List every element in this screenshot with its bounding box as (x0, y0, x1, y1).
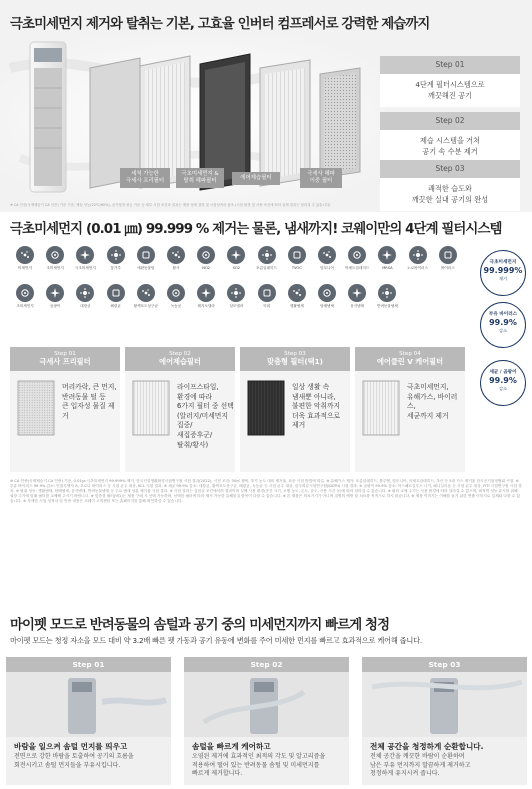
step-text: 일상 생활 속 냄새뿐 아니라, 불편한 악취까지 더욱 효과적으로 제거 (292, 383, 341, 430)
pollutant-glyph-icon (378, 246, 396, 264)
prefilter-image (16, 379, 56, 437)
step-text: 머리카락, 큰 먼지, 반려동물 털 등 큰 입자성 물질 제거 (62, 383, 117, 420)
pet-mode-step-2 (184, 657, 349, 785)
pollutant-glyph-icon (137, 246, 155, 264)
step-name: 맞춤형 필터(택1) (267, 357, 323, 366)
pollutant-icon (429, 246, 467, 270)
pollutant-label: 꽃가루 (110, 266, 121, 270)
pollutant-label: 노로바이러스 (407, 266, 429, 270)
step-desc: 전체 공간을 깨끗한 바람이 순환하며 남은 부유 먼지까지 말끔하게 제거하고 청정하게 유지시켜 줍니다. (370, 753, 471, 778)
step-text: 제습 시스템을 거쳐 공기 속 수분 제거 (419, 136, 481, 156)
pollutant-glyph-icon (167, 284, 185, 302)
pet-mode-image-2 (184, 672, 349, 737)
pollutant-label: 황사 (172, 266, 180, 270)
pollutant-glyph-icon (348, 284, 366, 302)
purifier-device (30, 42, 66, 192)
step-header: Step 01 (380, 56, 520, 74)
pollutant-glyph-icon (348, 246, 366, 264)
pollutant-label: 아세트알데히드 (345, 266, 370, 270)
pollutant-label: 레지오넬라 (197, 304, 215, 308)
step-header: Step 02 (380, 112, 520, 130)
step-heading: 바람을 일으켜 솜털 먼지를 띄우고 (14, 742, 128, 751)
badge-sub: 제거 (498, 275, 508, 281)
section2-footnote: ※ CA 인증(국제제습기 CA 인증) 기준, 0.01㎛ 극초미세먼지 99.999% 제거, 한국건설생활환경시험연구원 시험 결과(2022), 시험 조건: 30㎡ 챔버, 초기 농도 대비 제거율, 표준 시험 방법에 따름. ※ 유해가스 제거: 포름알데히드, 톨루엔, 암모니아, 아세트알데히드, 초산 등 5대 가스 제거율 한국공기청정협회 시험. ※ 부유 바이러스 99.9% 감소: 인플루엔자 A, 코로나 바이러스 등 시험 균주 대상, KCL 시험 결과. ※ 세균 99.9% 감소: 대장균, 황색포도상구균, 폐렴균, 녹농균 등 시험 균주 대상, 한국의류시험연구원(KATRI) 시험 결과. ※ 곰팡이 99.9% 감소: 아스페르길루스 니거, 페니실리움 등 시험 균주 대상, FITI 시험연구원 시험 결과. ※ 탈취 성능: 생활냄새, 담배냄새, 음식냄새, 반려동물냄새 등 주요 냄새 성분 제거율 시험 결과. ※ 시험 결과는 실험실 조건에서의 결과이며 실제 사용 환경(공간 크기, 오염 농도, 온도, 습도, 사용 시간 등)에 따라 달라질 수 있습니다. ※ 필터 교체 주기는 사용 환경에 따라 달라질 수 있으며, 최적의 성능 유지를 위해 권장 주기에 맞춰 필터를 교체해 주시기 바랍니다. ※ 맞춤형 필터(택1)는 제품 구매 시 선택 가능하며, 선택한 필터에 따라 제거 가능한 유해물질 항목이 다를 수 있습니다. ※ 본 제품은 의료기기가 아니며 질병의 예방 및 치료를 목적으로 하지 않습니다. ※ 제품 이미지는 이해를 돕기 위한 연출 이미지로 실제와 다를 수 있습니다. ※ 자세한 시험 성적서 및 인증 내용은 코웨이 고객센터 또는 홈페이지를 통해 확인하실 수 있습니다. (10, 479, 522, 504)
pollutant-glyph-icon (288, 284, 306, 302)
step-name: 에어클린 V 케어필터 (376, 357, 444, 366)
pollutant-glyph-icon (197, 246, 215, 264)
pollutant-glyph-icon (167, 246, 185, 264)
pollutant-glyph-icon (16, 246, 34, 264)
pollutant-glyph-icon (227, 246, 245, 264)
step-text: 극초미세먼지, 유해가스, 바이러스, 세균까지 제거 (407, 383, 458, 420)
pollutant-label: 살모넬라 (229, 304, 244, 308)
pollutant-label: MRSA (382, 266, 393, 270)
badge-label: 세균 / 곰팡이 (489, 370, 517, 375)
pollutant-label: 극초미세먼지 (74, 266, 96, 270)
step-heading: 솜털을 빠르게 케어하고 (192, 742, 271, 751)
pet-mode-step-3 (362, 657, 527, 785)
pollutant-label: 음식냄새 (350, 304, 365, 308)
step-number: Step 01 (54, 351, 76, 357)
filter-label-1: 세척 가능한 극세사 프리필터 (120, 168, 170, 188)
section3-subtitle: 마이펫 모드는 청정 자소을 모드 대비 약 3.2배 빠른 펫 가동과 공기 유동에 변화를 주어 미세한 먼지를 빠르고 효과적으로 케어해 줍니다. (10, 636, 423, 645)
pollutant-label: 암모니아 (320, 266, 334, 270)
step-header (240, 347, 350, 371)
pollutant-label: 포름알데히드 (256, 266, 278, 270)
filter-step-1 (10, 347, 120, 472)
step-header: Step 02 (184, 657, 349, 672)
pollutant-glyph-icon (76, 284, 94, 302)
pollutant-label: 곰팡이 (49, 304, 61, 308)
pollutant-glyph-icon (137, 284, 155, 302)
badge-ultrafine-dust (480, 250, 526, 296)
pet-mode-image-3 (362, 672, 527, 737)
step-header (125, 347, 235, 371)
badge-sub: 감소 (498, 385, 508, 391)
badge-value: 99.9% (489, 317, 517, 327)
pollutant-glyph-icon (46, 284, 64, 302)
step-header: Step 03 (380, 160, 520, 178)
badge-label: 부유 바이러스 (488, 312, 518, 317)
pollutant-glyph-icon (16, 284, 34, 302)
badge-value: 99.9% (489, 375, 517, 385)
pollutant-glyph-icon (439, 246, 457, 264)
filter-label-2: 극초미세먼지 & 탈취 헤파필터 (176, 168, 224, 188)
step-text: 라이프스타일, 환경에 따라 6가지 필터 중 선택 (알러지/미세먼지 집중/ 새집증후군/ 탈취/황사) (177, 383, 234, 449)
pollutant-icon (368, 284, 406, 308)
pollutant-glyph-icon (378, 284, 396, 302)
pollutant-glyph-icon (76, 246, 94, 264)
pollutant-glyph-icon (318, 246, 336, 264)
badge-bacteria (480, 360, 526, 406)
pollutant-glyph-icon (288, 246, 306, 264)
badge-label: 극초미세먼지 (489, 260, 517, 265)
dehumid-filter-image (131, 379, 171, 437)
pollutant-label: 황색포도상구균 (133, 304, 158, 308)
pollutant-glyph-icon (258, 284, 276, 302)
pollutant-glyph-icon (107, 284, 125, 302)
step-name: 에어제습필터 (159, 357, 201, 366)
pollutant-glyph-icon (318, 284, 336, 302)
step-header: Step 01 (6, 657, 171, 672)
pollutant-label: 애완동물털 (137, 266, 155, 270)
filter-step-3 (240, 347, 350, 472)
step-heading: 전체 공간을 청정하게 순환합니다. (370, 742, 484, 751)
step-header (355, 347, 465, 371)
pollutant-label: 폐렴균 (110, 304, 121, 308)
badge-sub: 감소 (498, 327, 508, 333)
pollutant-glyph-icon (46, 246, 64, 264)
section1-footnote: ※ CA 인증(국제제습기 CA 인증) 기준 기준, 제습 성능(22℃/60%), 공기청정 성능 기준 등 세부 시험 조건과 결과는 제품 상세 설명 및 시험성적서 참조 (시험 환경 및 사용 조건에 따라 실제 결과는 달라질 수 있습니다) (10, 203, 331, 207)
step-header: Step 03 (362, 657, 527, 672)
section1-title: 극초미세먼지 제거와 탈취는 기본, 고효율 인버터 컴프레서로 강력한 제습까지 (10, 17, 430, 32)
pollutant-label: NO2 (202, 266, 211, 270)
pollutant-label: TVOC (291, 266, 302, 270)
pet-mode-step-1 (6, 657, 171, 785)
step-number: Step 02 (169, 351, 191, 357)
filter-label-3: 에어제습필터 (232, 172, 280, 185)
step-number: Step 04 (399, 351, 421, 357)
pollutant-label: 초미세먼지 (46, 266, 64, 270)
step-name: 극세사 프리필터 (39, 357, 91, 366)
pollutant-label: 녹농균 (170, 304, 182, 308)
pollutant-label: 악취 (263, 304, 271, 308)
pollutant-glyph-icon (227, 284, 245, 302)
filter-panel-5 (320, 68, 360, 178)
pollutant-label: SO2 (232, 266, 241, 270)
pollutant-label: 초미세먼지 (16, 304, 34, 308)
pollutant-label: 미세먼지 (18, 266, 32, 270)
filter-step-4 (355, 347, 465, 472)
filter-label-4: 극세사 헤파 이중 필터 (300, 168, 342, 188)
pollutant-label: 담배냄새 (320, 304, 334, 308)
filter-hero-section (0, 0, 532, 212)
step-text: 4단계 필터시스템으로 깨끗해진 공기 (415, 80, 485, 100)
custom-filter-image (246, 379, 286, 437)
pet-mode-image-1 (6, 672, 171, 737)
pollutant-label: 반려동물냄새 (376, 304, 398, 308)
section2-title: 극초미세먼지 (0.01 ㎛) 99.999 % 제거는 물론, 냄새까지! 코웨이만의 4단계 필터시스템 (10, 222, 502, 237)
badge-value: 99.999% (483, 265, 523, 275)
dehumid-step-2 (380, 112, 520, 163)
section3-title: 마이펫 모드로 반려동물의 솜털과 공기 중의 미세먼지까지 빠르게 청정 (10, 618, 390, 633)
step-desc: 오염된 제거에 효과적인 최적의 각도 및 알고리즘을 적용하여 떨어 있는 반려동물 솜털 및 미세먼지를 빠르게 제거합니다. (192, 753, 326, 778)
filter-step-2 (125, 347, 235, 472)
pollutant-label: 바이러스 (440, 266, 455, 270)
step-text: 쾌적한 습도와 깨끗한 실내 공기의 완성 (411, 184, 489, 204)
pollutant-glyph-icon (409, 246, 427, 264)
step-desc: 전면으로 강한 바람을 토출하여 공기의 흐름을 회전시키고 솜털 먼지들을 부유시킵니다. (14, 753, 134, 769)
hepa-filter-image (361, 379, 401, 437)
pollutant-glyph-icon (258, 246, 276, 264)
pollutant-glyph-icon (197, 284, 215, 302)
pollutant-label: 생활냄새 (289, 304, 304, 308)
pollutant-label: 대장균 (80, 304, 91, 308)
pollutant-glyph-icon (107, 246, 125, 264)
badge-virus (480, 302, 526, 348)
dehumid-step-1 (380, 56, 520, 107)
step-number: Step 03 (284, 351, 306, 357)
step-header (10, 347, 120, 371)
